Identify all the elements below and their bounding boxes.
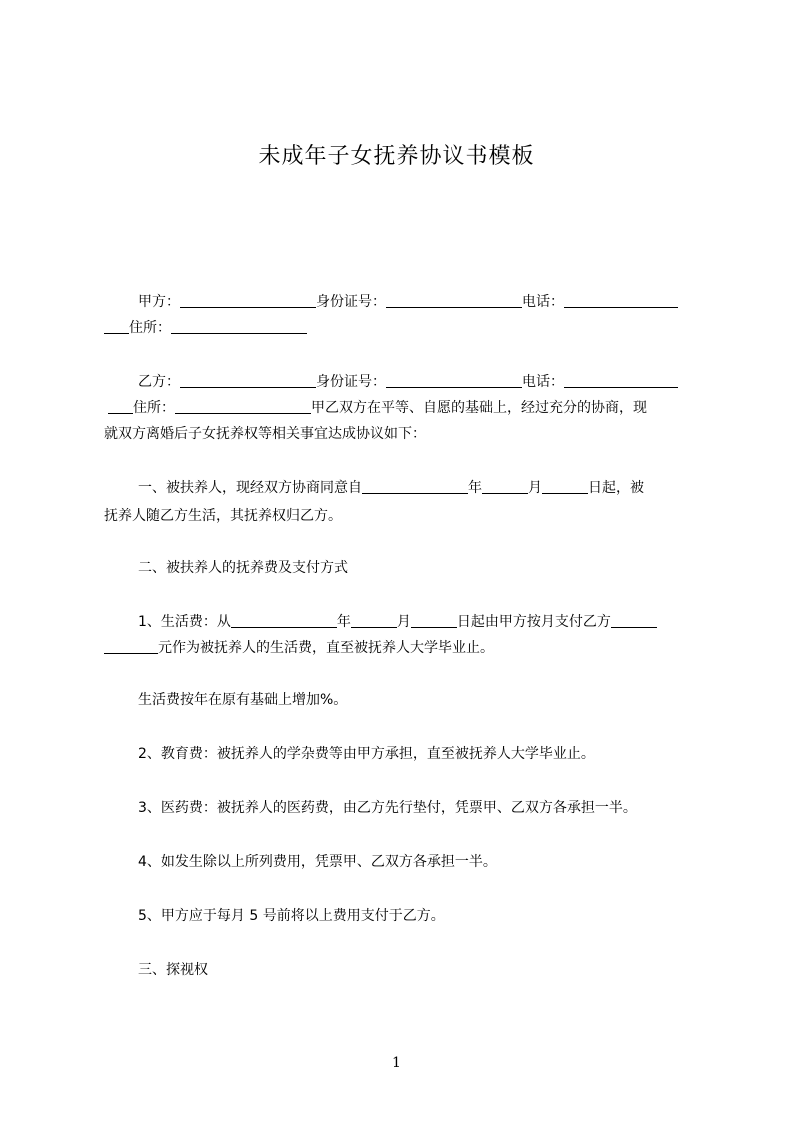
- party-b-line-2: [104, 398, 647, 418]
- item-1-amount-blank[interactable]: [611, 612, 657, 628]
- item-1-mid: 日起由甲方按月支付乙方: [456, 614, 611, 630]
- party-a-phone-blank[interactable]: [564, 292, 678, 308]
- party-b-id-blank[interactable]: [386, 372, 522, 388]
- party-b-id-label: 身份证号：: [316, 374, 386, 390]
- section-1-line-2: 抚养人随乙方生活，其抚养权归乙方。: [104, 508, 342, 524]
- item-4: 4、如发生除以上所列费用，凭票甲、乙双方各承担一半。: [138, 854, 497, 870]
- item-1-month-blank[interactable]: [351, 612, 397, 628]
- section-2-heading: 二、被扶养人的抚养费及支付方式: [138, 560, 348, 576]
- party-b-address-label: 住所：: [133, 400, 175, 416]
- section-1-year-blank[interactable]: [362, 478, 468, 494]
- party-b-phone-blank[interactable]: [564, 372, 678, 388]
- party-b-name-blank[interactable]: [180, 372, 316, 388]
- party-a-label: 甲方：: [138, 294, 180, 310]
- party-a-name-blank[interactable]: [180, 292, 316, 308]
- document-title: 未成年子女抚养协议书模板: [258, 144, 535, 169]
- page-number: 1: [392, 1055, 401, 1071]
- party-b-phone-label: 电话：: [522, 374, 564, 390]
- party-a-phone-blank-cont[interactable]: [104, 318, 129, 334]
- party-a-line: [138, 292, 678, 312]
- section-1-day-blank[interactable]: [542, 478, 588, 494]
- party-a-line-2: [104, 318, 307, 338]
- party-a-id-label: 身份证号：: [316, 294, 386, 310]
- section-3-heading: 三、探视权: [138, 962, 208, 978]
- party-a-address-label: 住所：: [129, 320, 171, 336]
- item-1-text: 1、生活费：从: [138, 614, 231, 630]
- section-1-month: 月: [528, 480, 542, 496]
- party-b-line: [138, 372, 678, 392]
- party-b-phone-blank-cont[interactable]: [108, 398, 133, 414]
- section-1-month-blank[interactable]: [482, 478, 528, 494]
- party-a-address-blank[interactable]: [171, 318, 307, 334]
- item-5: 5、甲方应于每月 5 号前将以上费用支付于乙方。: [138, 908, 445, 924]
- party-a-phone-label: 电话：: [522, 294, 564, 310]
- item-1-line-2-text: 元作为被抚养人的生活费，直至被抚养人大学毕业止。: [158, 640, 494, 656]
- party-b-label: 乙方：: [138, 374, 180, 390]
- item-1-day-blank[interactable]: [411, 612, 457, 628]
- party-b-intro: 甲乙双方在平等、自愿的基础上，经过充分的协商，现: [311, 400, 647, 416]
- item-3: 3、医药费：被抚养人的医药费，由乙方先行垫付，凭票甲、乙双方各承担一半。: [138, 800, 637, 816]
- item-1-amount-blank-cont[interactable]: [104, 638, 158, 654]
- item-1-line-2: [104, 638, 494, 658]
- item-1-month: 月: [396, 614, 411, 630]
- item-1-year: 年: [336, 614, 351, 630]
- party-b-intro-line-2: 就双方离婚后子女抚养权等相关事宜达成协议如下：: [104, 426, 426, 442]
- section-1-line: [138, 478, 644, 498]
- item-1-line: [138, 612, 657, 632]
- section-1-tail: 日起，被: [588, 480, 644, 496]
- item-2: 2、教育费：被抚养人的学杂费等由甲方承担，直至被抚养人大学毕业止。: [138, 746, 595, 762]
- item-1-year-blank[interactable]: [231, 612, 337, 628]
- item-increase: 生活费按年在原有基础上增加%。: [138, 692, 348, 708]
- party-b-address-blank[interactable]: [175, 398, 311, 414]
- section-1-text: 一、被扶养人，现经双方协商同意自: [138, 480, 362, 496]
- section-1-year: 年: [468, 480, 482, 496]
- party-a-id-blank[interactable]: [386, 292, 522, 308]
